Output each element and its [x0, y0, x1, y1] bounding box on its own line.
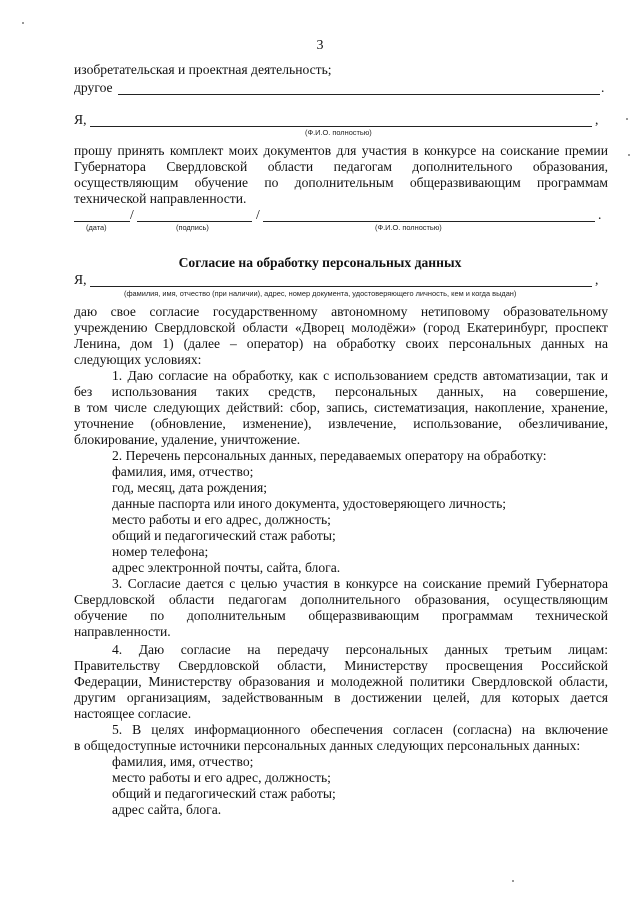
- other-field[interactable]: [118, 94, 600, 95]
- p2-item: год, месяц, дата рождения;: [112, 480, 268, 495]
- p2-item: данные паспорта или иного документа, удостоверяющего личность;: [112, 496, 507, 511]
- fio-caption: (Ф.И.О. полностью): [305, 128, 372, 137]
- caption-fio: (Ф.И.О. полностью): [375, 223, 442, 232]
- p4-line-1: 4. Даю согласие на передачу персональных данных третьим лицам:: [112, 642, 608, 657]
- request-line-2: Губернатора Свердловской области педагогам дополнительного образования,: [74, 159, 608, 174]
- p2-heading: 2. Перечень персональных данных, передаваемых оператору на обработку:: [112, 448, 547, 463]
- line-ya-end: ,: [595, 112, 599, 127]
- p1-line-5: блокирование, удаление, уничтожение.: [74, 432, 301, 447]
- sign-field[interactable]: [137, 221, 252, 222]
- sig-slash-1: /: [130, 207, 134, 222]
- scan-speck: [628, 154, 630, 156]
- p2-item: место работы и его адрес, должность;: [112, 512, 331, 527]
- p2-item: адрес электронной почты, сайта, блога.: [112, 560, 341, 575]
- p5-item: общий и педагогический стаж работы;: [112, 786, 336, 801]
- p4-line-4: другим организациям, задействованным в достижении целей, для которых дается: [74, 690, 608, 705]
- request-line-4: технической направленности.: [74, 191, 247, 206]
- p1-line-2: без использования таких средств, персональных данных, на совершение,: [74, 384, 608, 399]
- sig-fio-field[interactable]: [263, 221, 595, 222]
- request-line-3: осуществляющим обучение по дополнительным общеразвивающим программам: [74, 175, 608, 190]
- p5-item: место работы и его адрес, должность;: [112, 770, 331, 785]
- consent-title: Согласие на обработку персональных данных: [178, 255, 462, 270]
- consent-caption: (фамилия, имя, отчество (при наличии), адрес, номер документа, удостоверяющего личность, кем и когда выдан): [124, 289, 517, 298]
- intro-line-4: следующих условиях:: [74, 352, 202, 367]
- scan-speck: [626, 118, 628, 120]
- p3-line-2: Свердловской области педагогам дополнительного образования, осуществляющим: [74, 592, 608, 607]
- caption-sign: (подпись): [176, 223, 209, 232]
- consent-ya-end: ,: [595, 272, 599, 287]
- p4-line-3: Федерации, Министерству образования и молодежной политики Свердловской области,: [74, 674, 608, 689]
- date-field[interactable]: [74, 221, 130, 222]
- sig-end: .: [598, 207, 602, 222]
- intro-line-1: даю свое согласие государственному автономному нетиповому образовательному: [74, 304, 608, 319]
- line-other-end: .: [601, 80, 605, 95]
- p2-item: фамилия, имя, отчество;: [112, 464, 254, 479]
- line-invent: изобретательская и проектная деятельность;: [74, 62, 332, 77]
- line-other-label: другое: [74, 80, 113, 95]
- p5-item: фамилия, имя, отчество;: [112, 754, 254, 769]
- caption-date: (дата): [86, 223, 107, 232]
- p2-item: общий и педагогический стаж работы;: [112, 528, 336, 543]
- p5-line-2: в общедоступные источники персональных данных следующих персональных данных:: [74, 738, 581, 753]
- scan-speck: [22, 22, 24, 24]
- request-line-1: прошу принять комплект моих документов для участия в конкурсе на соискание премии: [74, 143, 608, 158]
- p5-line-1: 5. В целях информационного обеспечения согласен (согласна) на включение: [112, 722, 608, 737]
- ya-name-field[interactable]: [90, 126, 592, 127]
- p4-line-2: Правительству Свердловской области, Министерству просвещения Российской: [74, 658, 608, 673]
- p3-line-3: обучение по дополнительным общеразвивающим программам технической: [74, 608, 608, 623]
- p5-item: адрес сайта, блога.: [112, 802, 222, 817]
- p4-line-5: настоящее согласие.: [74, 706, 192, 721]
- p1-line-1: 1. Даю согласие на обработку, как с использованием средств автоматизации, так и: [112, 368, 608, 383]
- p3-line-4: направленности.: [74, 624, 171, 639]
- p1-line-4: уточнение (обновление, изменение), извлечение, использование, обезличивание,: [74, 416, 608, 431]
- consent-ya: Я,: [74, 272, 87, 287]
- line-ya: Я,: [74, 112, 87, 127]
- consent-name-field[interactable]: [90, 286, 592, 287]
- p3-line-1: 3. Согласие дается с целью участия в конкурсе на соискание премий Губернатора: [112, 576, 608, 591]
- intro-line-3: Ленина, дом 1) (далее – оператор) на обработку своих персональных данных на: [74, 336, 608, 351]
- scan-speck: [512, 880, 514, 882]
- sig-slash-2: /: [256, 207, 260, 222]
- p2-item: номер телефона;: [112, 544, 209, 559]
- page-number: 3: [316, 38, 324, 53]
- p1-line-3: в том числе следующих действий: сбор, запись, систематизация, накопление, хранение,: [74, 400, 608, 415]
- intro-line-2: учреждению Свердловской области «Дворец молодёжи» (город Екатеринбург, проспект: [74, 320, 608, 335]
